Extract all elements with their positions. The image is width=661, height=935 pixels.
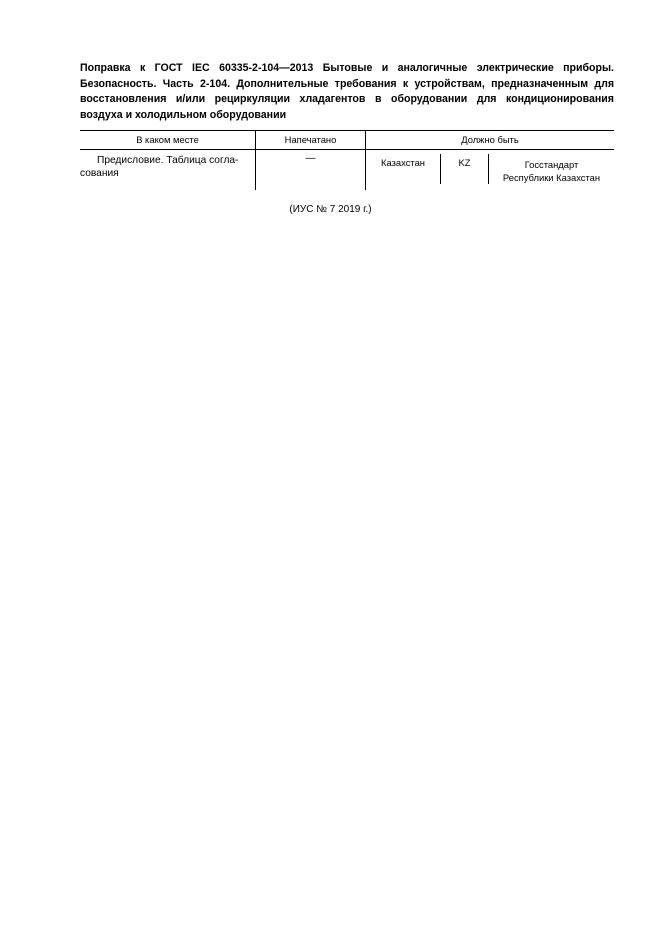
header-printed: Напечатано	[284, 134, 337, 145]
amendment-heading	[80, 61, 614, 123]
row-country: Казахстан	[381, 157, 425, 168]
row-authority-line-1: Госстандарт	[524, 159, 579, 170]
heading-line-2: Безопасность. Часть 2-104. Дополнительные требования к устройствам, предназначенным для	[80, 77, 614, 90]
row-code: KZ	[458, 157, 471, 168]
heading-line-3: восстановления и/или рециркуляции хладагентов в оборудовании для кондиционирования	[80, 93, 614, 105]
row-printed: —	[305, 153, 316, 164]
row-authority-line-2: Республики Казахстан	[502, 172, 601, 183]
header-where: В каком месте	[136, 134, 199, 145]
publication-reference: (ИУС № 7 2019 г.)	[289, 204, 372, 215]
row-authority	[489, 158, 614, 184]
row-where	[80, 154, 252, 180]
table-header-border	[80, 149, 614, 150]
header-should-be: Должно быть	[461, 134, 519, 145]
row-where-line-1: Предисловие. Таблица согла-	[97, 155, 239, 166]
row-where-line-2: сования	[80, 168, 119, 179]
heading-line-4: воздуха и холодильном оборудовании	[80, 108, 287, 121]
amendment-table	[80, 130, 614, 192]
heading-line-1: Поправка к ГОСТ IEC 60335-2-104—2013 Бытовые и аналогичные электрические приборы.	[80, 62, 614, 74]
table-top-border	[80, 130, 614, 131]
